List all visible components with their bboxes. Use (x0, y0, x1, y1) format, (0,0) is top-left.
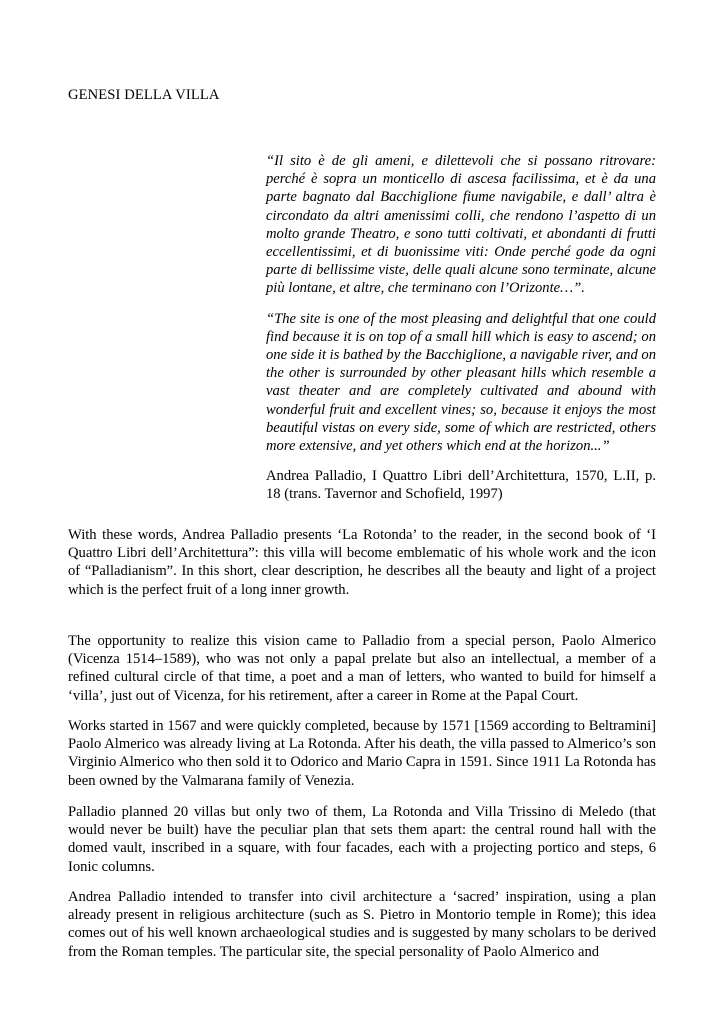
body-paragraph-5: Andrea Palladio intended to transfer into civil architecture a ‘sacred’ inspiration, using a plan already present in religious architecture (such as S. Pietro in Montorio temple in Rome); this idea comes out of his well known archaeological studies and is suggested by many scholars to be derived from the Roman temples. The particular site, the special personality of Paolo Almerico and (68, 889, 656, 960)
body-paragraph-2: The opportunity to realize this vision came to Palladio from a special person, Paolo Almerico (Vicenza 1514–1589), who was not only a papal prelate but also an intellectual, a member of a refined cultural circle of that time, a poet and a man of letters, who wanted to build for himself a ‘villa’, just out of Vicenza, for his retirement, after a career in Rome at the Papal Court. (68, 633, 656, 704)
page-heading: GENESI DELLA VILLA (68, 87, 220, 103)
body-paragraph-1: With these words, Andrea Palladio presents ‘La Rotonda’ to the reader, in the second book of ‘I Quattro Libri dell’Architettura”: this villa will become emblematic of his whole work and the icon of “Palladianism”. In this short, clear description, he describes all the beauty and light of a project which is the perfect fruit of a long inner growth. (68, 527, 656, 598)
body-paragraph-3: Works started in 1567 and were quickly completed, because by 1571 [1569 according to Beltramini] Paolo Almerico was already living at La Rotonda. After his death, the villa passed to Almerico’s son Virginio Almerico who then sold it to Odorico and Mario Capra in 1591. Since 1911 La Rotonda has been owned by the Valmarana family of Venezia. (68, 718, 656, 789)
quote-citation: Andrea Palladio, I Quattro Libri dell’Architettura, 1570, L.II, p. 18 (trans. Tavernor and Schofield, 1997) (266, 468, 656, 503)
body-paragraph-4: Palladio planned 20 villas but only two of them, La Rotonda and Villa Trissino di Meledo (that would never be built) have the peculiar plan that sets them apart: the central round hall with the domed vault, inscribed in a square, with four facades, each with a projecting portico and steps, 6 Ionic columns. (68, 804, 656, 875)
english-quote: “The site is one of the most pleasing and delightful that one could find because it is on top of a small hill which is easy to ascend; on one side it is bathed by the Bacchiglione, a navigable river, and on the other is surrounded by other pleasant hills which resemble a vast theater and are completely cultivated and abound with wonderful fruit and excellent vines; so, because it enjoys the most beautiful vistas on every side, some of which are restricted, others more extensive, and yet others which end at the horizon...” (266, 310, 656, 455)
epigraph-block (266, 152, 656, 504)
italian-quote: “Il sito è de gli ameni, e dilettevoli che si possano ritrovare: perché è sopra un monticello di ascesa facilissima, et è da una parte bagnato dal Bacchiglione fiume navigabile, e dall’ altra è circondato da altri amenissimi colli, che rendono l’aspetto di un molto grande Theatro, e sono tutti coltivati, et abondanti di frutti eccellentissimi, et di buonissime viti: Onde perché gode da ogni parte di bellissime viste, delle quali alcune sono terminate, alcune più lontane, et altre, che terminano con l’Orizonte…”. (266, 153, 656, 297)
